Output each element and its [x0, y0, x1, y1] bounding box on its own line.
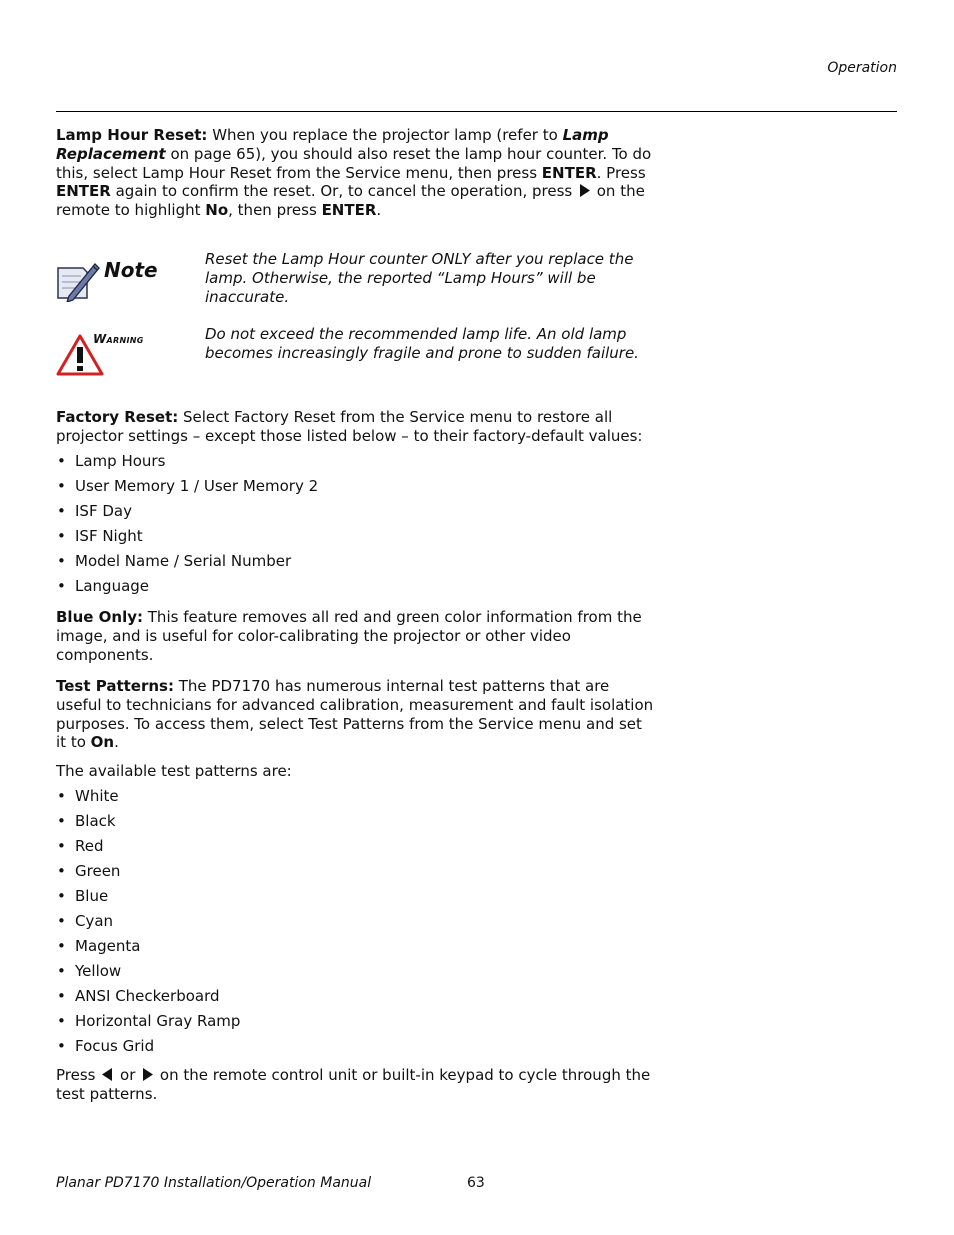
enter-key-label: ENTER	[321, 201, 377, 220]
text-run: again to confirm the reset. Or, to cancel the operation, press	[110, 182, 577, 201]
lamp-hour-reset-paragraph	[56, 126, 656, 220]
blue-only-heading: Blue Only:	[56, 608, 143, 626]
footer-manual-title: Planar PD7170 Installation/Operation Manual	[56, 1175, 372, 1191]
page-number: 63	[467, 1175, 485, 1191]
lamp-replacement-reference: Lamp Replacement	[56, 126, 609, 163]
blue-only-paragraph	[56, 608, 656, 664]
text-run: Select Factory Reset from the Service menu to restore all projector settings – except those listed below – to their factory-default values:	[56, 408, 643, 445]
factory-reset-paragraph	[56, 408, 656, 446]
text-run: .	[114, 733, 119, 752]
test-patterns-heading: Test Patterns:	[56, 677, 174, 695]
text-run: The PD7170 has numerous internal test patterns that are useful to technicians for advanced calibration, measurement and fault isolation purposes. To access them, select Test Patterns from the Service menu and set it to	[56, 677, 654, 752]
warning-label: Warning	[93, 332, 144, 346]
list-item: • Black	[56, 812, 240, 837]
right-arrow-icon	[579, 184, 590, 197]
on-option-label: On	[90, 733, 115, 752]
list-item: • Cyan	[56, 912, 240, 937]
list-item: • Lamp Hours	[56, 452, 318, 477]
no-option-label: No	[205, 201, 229, 220]
text-run: Press	[56, 1066, 101, 1084]
text-run: . Press	[596, 163, 646, 182]
list-item: • Green	[56, 862, 240, 887]
test-patterns-intro: The available test patterns are:	[56, 762, 292, 780]
right-arrow-icon	[142, 1068, 153, 1081]
list-item: • ISF Day	[56, 502, 318, 527]
enter-key-label: ENTER	[541, 163, 597, 182]
lamp-hour-reset-heading: Lamp Hour Reset:	[56, 126, 208, 144]
text-run: , then press	[228, 201, 322, 220]
note-text: Reset the Lamp Hour counter ONLY after you replace the lamp. Otherwise, the reported “Lamp Hours” will be inaccurate.	[205, 250, 634, 306]
list-item: • Magenta	[56, 937, 240, 962]
text-run: When you replace the projector lamp (refer to	[207, 126, 563, 144]
text-run: or	[115, 1066, 141, 1084]
list-item: • Language	[56, 577, 318, 602]
header-rule	[56, 111, 897, 112]
list-item: • ISF Night	[56, 527, 318, 552]
list-item: • Focus Grid	[56, 1037, 240, 1062]
note-label: Note	[104, 258, 158, 282]
factory-reset-heading: Factory Reset:	[56, 408, 179, 426]
list-item: • User Memory 1 / User Memory 2	[56, 477, 318, 502]
list-item: • Horizontal Gray Ramp	[56, 1012, 240, 1037]
list-item: • Yellow	[56, 962, 240, 987]
list-item: • Red	[56, 837, 240, 862]
list-item: • ANSI Checkerboard	[56, 987, 240, 1012]
list-item: • White	[56, 787, 240, 812]
text-run: on page 65), you should also reset the lamp hour counter. To do this, select Lamp Hour Reset from the Service menu, then press	[56, 144, 652, 182]
text-run: on the remote to highlight	[56, 182, 645, 220]
left-arrow-icon	[102, 1068, 113, 1081]
note-pencil-icon	[55, 258, 101, 302]
text-run: on the remote control unit or built-in keypad to cycle through the test patterns.	[56, 1066, 651, 1103]
text-run: This feature removes all red and green color information from the image, and is useful for color-calibrating the projector or other video components.	[56, 608, 642, 664]
list-item: • Model Name / Serial Number	[56, 552, 318, 577]
list-item: • Blue	[56, 887, 240, 912]
test-patterns-paragraph	[56, 677, 656, 752]
warning-text: Do not exceed the recommended lamp life. An old lamp becomes increasingly fragile and prone to sudden failure.	[205, 325, 639, 362]
text-run: .	[376, 201, 382, 220]
enter-key-label: ENTER	[56, 182, 111, 201]
factory-reset-exceptions-list	[56, 452, 318, 602]
test-patterns-list	[56, 787, 240, 1062]
cycle-patterns-paragraph	[56, 1066, 656, 1104]
running-header: Operation	[827, 60, 897, 76]
